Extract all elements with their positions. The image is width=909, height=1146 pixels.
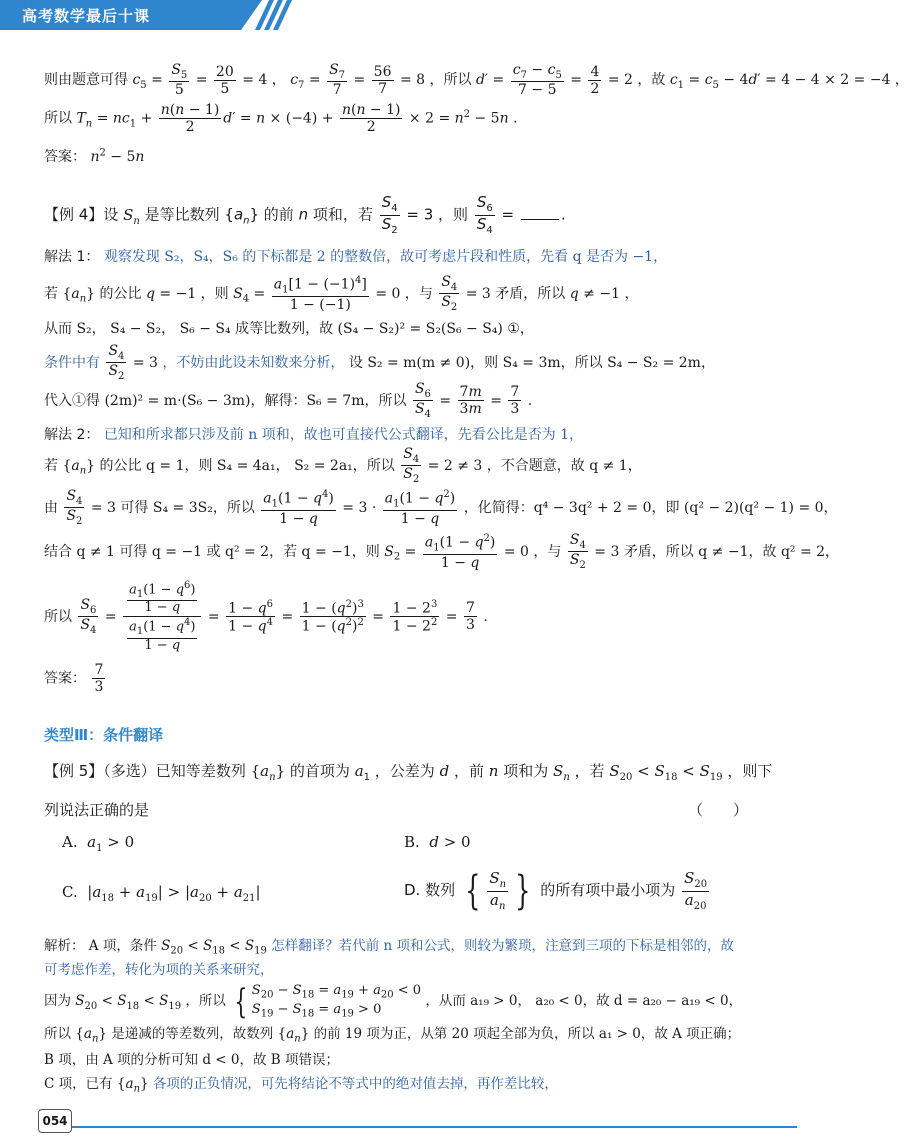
- equation-line: 所以 $\frac{S_6}{S_4}$ = $\frac{\frac{a_1(1 - q^6)}{1 - q}}{\frac{a_1(1 - q^4)}{1 - q}}$ = $\frac{1 - q^6}{1 - q^4}$ = $\frac{1 - (q^2)^3}{1 - (q^2)^2}$ = $\frac{1 - 2^3}{1 - 2^2}$ = $\frac{7}{3}$ .: [44, 580, 488, 653]
- equation-line: 所以 $T_n = nc_1$ + $\frac{n(n - 1)}{2}$ d′ = n × (−4) + $\frac{n(n - 1)}{2}$ × $2 = n^2 - 5n$ .: [44, 102, 518, 136]
- page-header: [0, 0, 270, 30]
- solution-line: 解析： A 项，条件 $S_{20} < S_{18} < S_{19}$ 怎样翻译？若代前 n 项和公式，则较为繁琐，注意到三项的下标是相邻的，故: [44, 938, 734, 957]
- solution-line: 可考虑作差，转化为项的关系来研究，: [44, 962, 274, 978]
- equation-line: 若 $\{a_n\}$ 的公比 q = −1 ，则 $S_4$ = $\frac{a_1[1 - (-1)^4]}{1 - (-1)}$ = 0 ，与 $\frac{S_4}{S_2}$ = 3 矛盾，所以 q ≠ −1 ，: [44, 274, 639, 314]
- option-a: A. $a_1 > 0$: [62, 833, 135, 854]
- page-number: 054: [38, 1109, 72, 1133]
- option-c: C. $|a_{18} + a_{19}| > |a_{20} + a_{21}|$: [62, 883, 261, 904]
- equation-line: 若 $\{a_n\}$ 的公比 q = 1，则 S₄ = 4a₁， S₂ = 2a₁，所以 $\frac{S_4}{S_2}$ = 2 ≠ 3 ，不合题意，故 q ≠ 1，: [44, 446, 642, 486]
- example-5-question: 【例 5】（多选）已知等差数列 $\{a_n\}$ 的首项为 $a_1$ ，公差为 d ，前 n 项和为 $S_n$ ，若 $S_{20} < S_{18} < S_{19}$ ，则下: [44, 762, 773, 783]
- solution-line: 因为 $S_{20} < S_{18} < S_{19}$ ，所以 { $S_{20} - S_{18} = a_{19} + a_{20} < 0$ $S_{19} - S_{18} = a_{19} > 0$ ，从而 a₁₉ > 0， a₂₀ < 0，故 d = a₂₀ − a₁₉ < 0，: [44, 981, 743, 1022]
- answer-blank: [521, 219, 559, 220]
- solution-line: 所以 $\{a_n\}$ 是递减的等差数列，故数列 $\{a_n\}$ 的前 19 项为正，从第 20 项起全部为负，所以 a₁ > 0，故 A 项正确；: [44, 1026, 741, 1045]
- section-title: 类型Ⅲ：条件翻译: [44, 726, 164, 744]
- method-1-note: 解法 1： 观察发现 S₂，S₄，S₆ 的下标都是 2 的整数倍，故可考虑片段和性质，先看 q 是否为 −1，: [44, 249, 668, 265]
- solution-line: C 项，已有 $\{a_n\}$ 各项的正负情况，可先将结论不等式中的绝对值去掉，再作差比较，: [44, 1076, 558, 1095]
- equation-line: 则由题意可得 $c_5$ = $\frac{S_5}{5}$ = $\frac{20}{5}$ = 4 ， $c_7$ = $\frac{S_7}{7}$ = $\frac{56}{7}$ = 8 ，所以 d′ = $\frac{c_7 - c_5}{7 - 5}$ = $\frac{4}{2}$ = 2 ，故 $c_1 = c_5 - 4d' = 4 - 4 \times 2 = -4$ ，: [44, 62, 909, 99]
- answer-parentheses: （ ）: [688, 801, 749, 819]
- example-4-question: 【例 4】设 $S_n$ 是等比数列 $\{a_n\}$ 的前 n 项和，若 $\frac{S_4}{S_2}$ = 3 ，则 $\frac{S_6}{S_4}$ = .: [44, 193, 566, 236]
- equation-line: 结合 q ≠ 1 可得 q = −1 或 q² = 2，若 q = −1，则 $S_2$ = $\frac{a_1(1 - q^2)}{1 - q}$ = 0 ，与 $\frac{S_4}{S_2}$ = 3 矛盾，所以 q ≠ −1，故 q² = 2，: [44, 532, 840, 572]
- equation-line: 由 $\frac{S_4}{S_2}$ = 3 可得 S₄ = 3S₂，所以 $\frac{a_1(1 - q^4)}{1 - q}$ = 3 · $\frac{a_1(1 - q^2)}{1 - q}$ ，化简得：q⁴ − 3q² + 2 = 0，即 (q² − 2)(q² − 1) = 0，: [44, 488, 838, 528]
- option-d: D. 数列 { $\frac{S_n}{a_n}$ } 的所有项中最小项为 $\frac{S_{20}}{a_{20}}$: [404, 868, 708, 914]
- method-2-note: 解法 2： 已知和所求都只涉及前 n 项和，故也可直接代公式翻译，先看公比是否为 1，: [44, 427, 584, 443]
- equation-line: 代入①得 (2m)² = m·(S₆ − 3m)，解得：S₆ = 7m，所以 $\frac{S_6}{S_4}$ = $\frac{7m}{3m}$ = $\frac{7}{3}$ .: [44, 381, 533, 421]
- header-title: 高考数学最后十课: [22, 7, 151, 25]
- example-5-question-cont: 列说法正确的是: [44, 801, 150, 819]
- answer-line: 答案： $n^2 - 5n$: [44, 147, 145, 165]
- equation-line: 从而 S₂， S₄ − S₂， S₆ − S₄ 成等比数列，故 (S₄ − S₂)² = S₂(S₆ − S₄) ①，: [44, 321, 534, 337]
- footer-rule: [72, 1126, 797, 1128]
- option-b: B. d > 0: [404, 833, 471, 851]
- solution-line: B 项，由 A 项的分析可知 d < 0，故 B 项错误；: [44, 1052, 339, 1068]
- equation-line: 条件中有 $\frac{S_4}{S_2}$ = 3 ，不妨由此设未知数来分析， 设 S₂ = m(m ≠ 0)，则 S₄ = 3m，所以 S₄ − S₂ = 2m，: [44, 343, 715, 383]
- answer-line: 答案： $\frac{7}{3}$: [44, 662, 104, 696]
